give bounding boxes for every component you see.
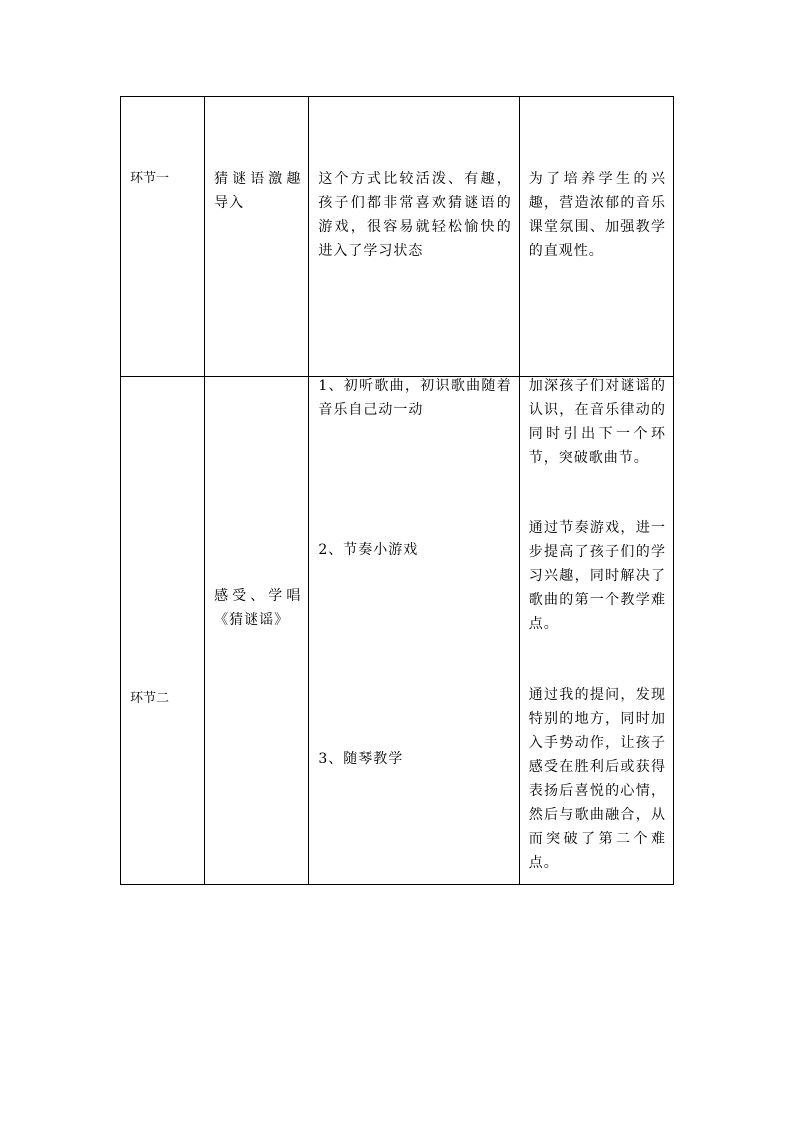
purpose-text: 通过节奏游戏，进一步提高了孩子们的学习兴趣，同时解决了歌曲的第一个教学难点。 xyxy=(528,520,666,632)
topic-text: 感受、学唱《猜谜谣》 xyxy=(214,588,302,628)
activity-cell xyxy=(309,377,519,885)
activity-text: 2、节奏小游戏 xyxy=(318,542,419,558)
stage-cell xyxy=(121,377,205,885)
purpose-text: 为了培养学生的兴趣，营造浓郁的音乐课堂氛围、加强教学的直观性。 xyxy=(528,171,666,259)
topic-cell xyxy=(205,377,309,885)
stage-cell xyxy=(121,97,205,377)
stage-label: 环节一 xyxy=(130,171,170,186)
purpose-cell xyxy=(519,377,673,885)
stage-label: 环节二 xyxy=(130,691,170,706)
purpose-text: 通过我的提问，发现特别的地方，同时加入手势动作，让孩子感受在胜利后或获得表扬后喜悦的心情，然后与歌曲融合，从而突破了第二个难点。 xyxy=(528,687,666,871)
lesson-plan-table xyxy=(120,96,674,885)
purpose-text: 加深孩子们对谜谣的认识，在音乐律动的同时引出下一个环节，突破歌曲节。 xyxy=(528,378,666,466)
table-row xyxy=(121,377,674,885)
activity-text: 3、随琴教学 xyxy=(318,751,404,767)
activity-text: 这个方式比较活泼、有趣，孩子们都非常喜欢猜谜语的游戏，很容易就轻松愉快的进入了学习状态 xyxy=(318,171,512,259)
purpose-cell xyxy=(519,97,673,377)
activity-text: 1、初听歌曲，初识歌曲随着音乐自己动一动 xyxy=(318,378,512,418)
activity-cell xyxy=(309,97,519,377)
topic-text: 猜谜语激趣导入 xyxy=(214,171,302,211)
table-row xyxy=(121,97,674,377)
topic-cell xyxy=(205,97,309,377)
